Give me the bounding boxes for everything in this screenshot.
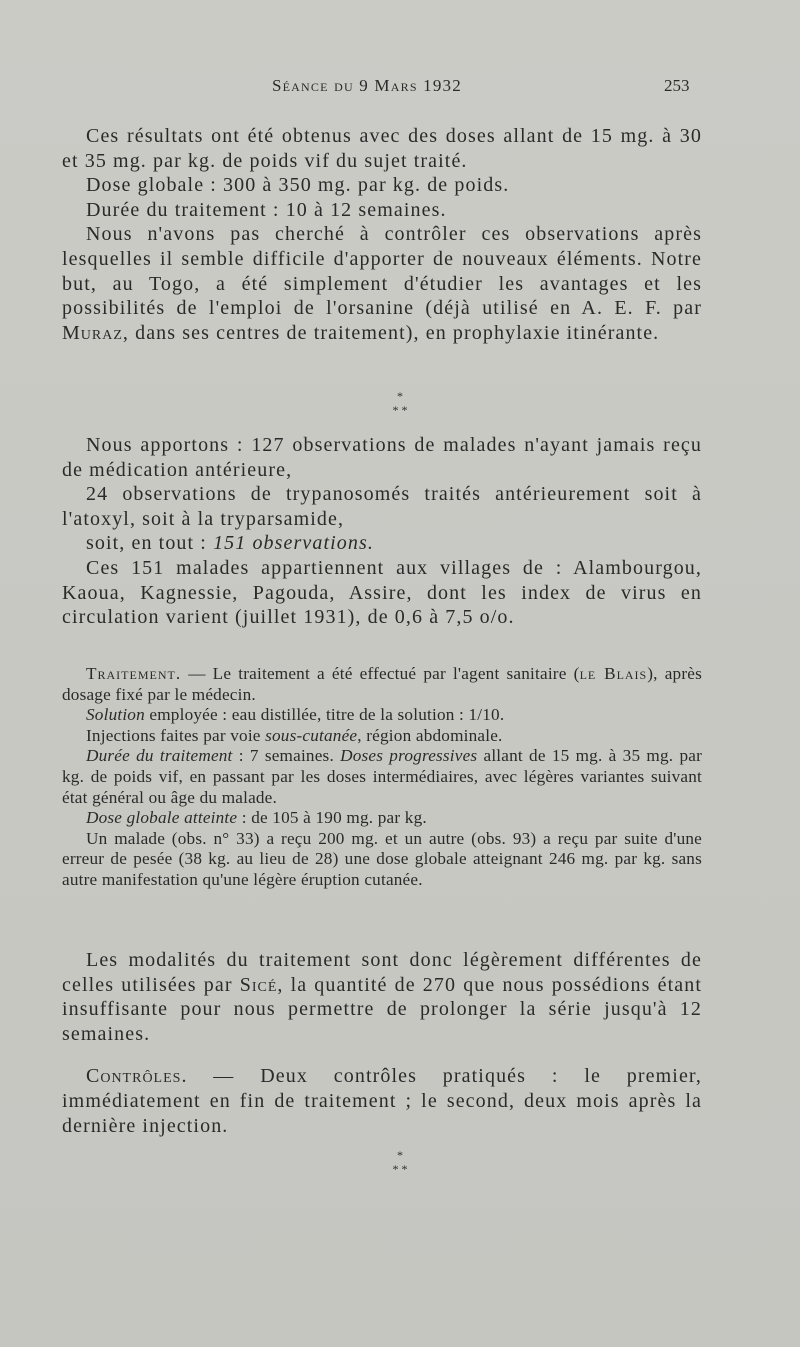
paragraph-injections: Injections faites par voie sous-cutanée, région abdominale. [86, 725, 503, 745]
section-traitement [62, 664, 702, 891]
paragraph-solution: Solution employée : eau distillée, titre de la solution : 1/10. [86, 705, 505, 725]
paragraph-previous-cases: 24 observations de trypanosomés traités antérieurement soit à l'atoxyl, soit à la tryparsamide, [62, 483, 702, 530]
author-name-sice: Sicé [239, 973, 278, 996]
author-name-muraz: Muraz [62, 321, 123, 344]
page-header [0, 76, 800, 106]
paragraph-controles: Contrôles. — Deux contrôles pratiqués : le premier, immédiatement en fin de traitement ; le second, deux mois après la dernière injection. [62, 1065, 702, 1137]
heading-controles: Contrôles. [86, 1065, 188, 1088]
paragraph-total-dose: Dose globale : 300 à 350 mg. par kg. de poids. [86, 174, 510, 197]
section-separator-bottom: * * * [392, 1148, 408, 1176]
section-modalities [62, 948, 702, 1138]
section-dosage [62, 124, 702, 345]
paragraph-modalities: Les modalités du traitement sont donc légèrement différentes de celles utilisées par Sicé, la quantité de 270 que nous possédions étant insuffisante pour nous permettre de prolonger la série jusqu'à 12 semaines. [62, 949, 702, 1045]
paragraph-total: soit, en tout : 151 observations. [86, 532, 374, 555]
paragraph-results: Ces résultats ont été obtenus avec des doses allant de 15 mg. à 30 et 35 mg. par kg. de poids vif du sujet traité. [62, 125, 702, 172]
paragraph-duree: Durée du traitement : 7 semaines. Doses progressives allant de 15 mg. à 35 mg. par kg. de poids vif, en passant par les doses intermédiaires, avec légères variantes suivant état général ou âge du malade. [62, 746, 702, 807]
page-number: 253 [664, 76, 690, 95]
paragraph-aim: Nous n'avons pas cherché à contrôler ces observations après lesquelles il semble difficile d'apporter de nouveaux éléments. Notre but, au Togo, a été simplement d'étudier les avantages et les possibilités de l'emploi de l'orsanine (déjà utilisé en A. E. F. par Muraz, dans ses centres de traitement), en prophylaxie itinérante. [62, 223, 702, 344]
section-separator: * * * [392, 389, 408, 417]
heading-traitement: Traitement. [86, 664, 182, 683]
paragraph-case-note: Un malade (obs. n° 33) a reçu 200 mg. et un autre (obs. 93) a reçu par suite d'une erreur de pesée (38 kg. au lieu de 28) une dose globale atteignant 246 mg. par kg. sans autre manifestation qu'une légère éruption cutanée. [62, 828, 702, 889]
paragraph-duration: Durée du traitement : 10 à 12 semaines. [86, 198, 447, 221]
paragraph-observations: Nous apportons : 127 observations de malades n'ayant jamais reçu de médication antérieure, [62, 434, 702, 481]
running-head: Séance du 9 Mars 1932 [272, 76, 462, 95]
paragraph-dose-atteinte: Dose globale atteinte : de 105 à 190 mg. par kg. [86, 808, 427, 828]
paragraph-traitement: Traitement. — Le traitement a été effectué par l'agent sanitaire (le Blais), après dosage fixé par le médecin. [62, 664, 702, 704]
paragraph-villages: Ces 151 malades appartiennent aux villages de : Alambourgou, Kaoua, Kagnessie, Pagouda, Assire, dont les index de virus en circulation varient (juillet 1931), de 0,6 à 7,5 o/o. [62, 556, 702, 629]
section-observations [62, 433, 702, 630]
